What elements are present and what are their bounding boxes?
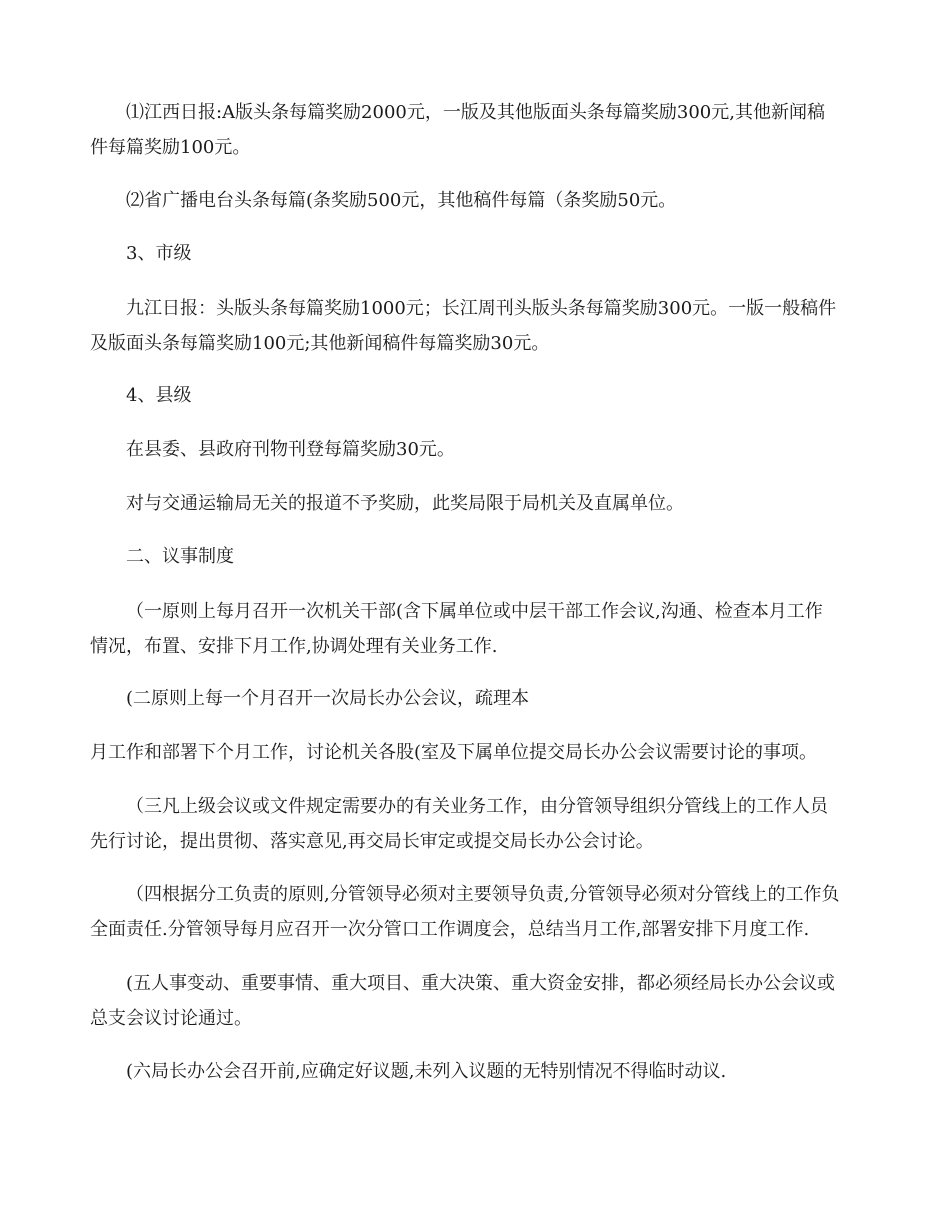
text-line: 对与交通运输局无关的报道不予奖励，此奖局限于局机关及直属单位。	[126, 493, 684, 514]
paragraph-xinhua-jiangxi-daily-reward	[90, 95, 880, 165]
text-line: 九江日报：头版头条每篇奖励1000元；长江周刊头版头条每篇奖励300元。一版一般稿件	[126, 298, 837, 319]
text-line: 在县委、县政府刊物刊登每篇奖励30元。	[126, 439, 455, 460]
text-line: 二、议事制度	[126, 546, 234, 567]
paragraph-item-2	[90, 681, 880, 716]
text-line: 情况，布置、安排下月工作,协调处理有关业务工作.	[90, 636, 498, 657]
paragraph-item-5	[90, 966, 880, 1036]
text-line: 件每篇奖励100元。	[90, 137, 251, 158]
paragraph-item-6	[90, 1054, 880, 1089]
paragraph-item-1	[90, 594, 880, 664]
text-line: (六局长办公会召开前,应确定好议题,未列入议题的无特别情况不得临时动议.	[126, 1061, 727, 1082]
text-line: (二原则上每一个月召开一次局长办公会议，疏理本	[126, 688, 530, 709]
paragraph-item-4	[90, 877, 880, 947]
heading-deliberation-system	[90, 539, 880, 574]
text-line: 及版面头条每篇奖励100元;其他新闻稿件每篇奖励30元。	[90, 333, 550, 354]
text-line: 全面责任.分管领导每月应召开一次分管口工作调度会，总结当月工作,部署安排下月度工作.	[90, 919, 810, 940]
text-line: 4、县级	[126, 385, 192, 406]
text-line: ⑵省广播电台头条每篇(条奖励500元，其他稿件每篇（条奖励50元。	[126, 190, 677, 211]
text-line: （三凡上级会议或文件规定需要办的有关业务工作，由分管领导组织分管线上的工作人员	[126, 796, 828, 817]
paragraph-reward-scope	[90, 486, 880, 521]
paragraph-item-3	[90, 789, 880, 859]
text-line: 3、市级	[126, 243, 192, 264]
text-line: （一原则上每月召开一次机关干部(含下属单位或中层干部工作会议,沟通、检查本月工作	[126, 601, 823, 622]
text-line: 总支会议讨论通过。	[90, 1008, 252, 1029]
paragraph-jiujiang-daily-reward	[90, 291, 880, 361]
heading-city-level	[90, 236, 880, 271]
text-line: （四根据分工负责的原则,分管领导必须对主要领导负责,分管领导必须对分管线上的工作负	[126, 884, 840, 905]
paragraph-county-reward	[90, 432, 880, 467]
text-line: (五人事变动、重要事情、重大项目、重大决策、重大资金安排，都必须经局长办公会议或	[126, 973, 836, 994]
heading-county-level	[90, 378, 880, 413]
text-line: 月工作和部署下个月工作，讨论机关各股(室及下属单位提交局长办公会议需要讨论的事项。	[90, 742, 818, 763]
paragraph-provincial-radio-reward	[90, 183, 880, 218]
paragraph-item-2-continued	[90, 735, 880, 770]
text-line: ⑴江西日报:A版头条每篇奖励2000元，一版及其他版面头条每篇奖励300元,其他新闻稿	[126, 102, 825, 123]
text-line: 先行讨论，提出贯彻、落实意见,再交局长审定或提交局长办公会讨论。	[90, 831, 654, 852]
